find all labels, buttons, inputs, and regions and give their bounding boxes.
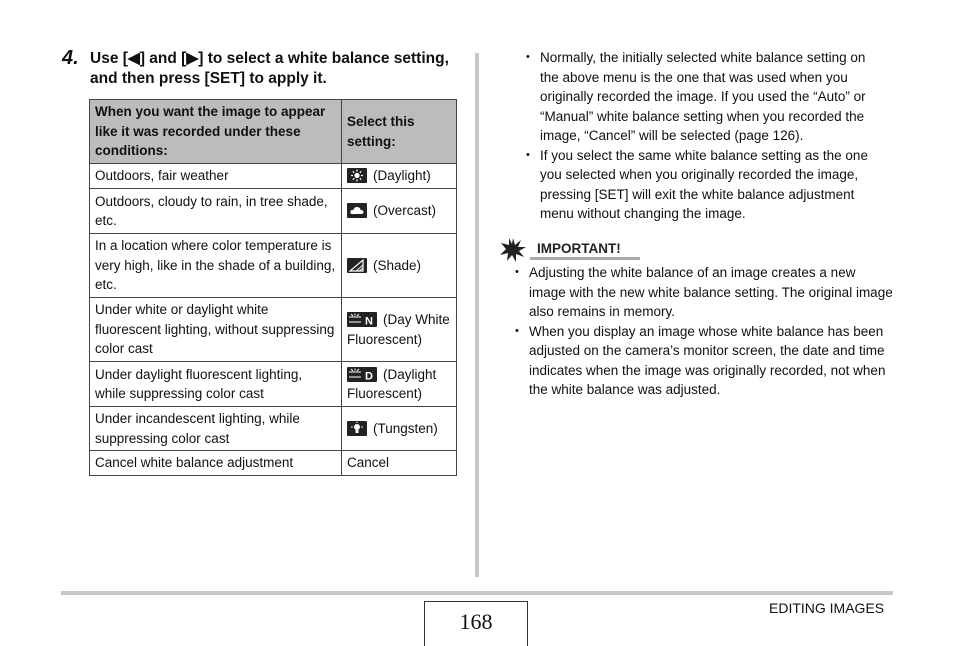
table-row [90,407,457,451]
table-row [90,362,457,407]
condition-cell: Outdoors, fair weather [90,164,342,189]
important-list [513,263,893,400]
header-setting: Select this setting: [342,100,457,164]
daylight-icon [347,168,367,183]
notes-list [524,48,884,224]
header-conditions: When you want the image to appear like it was recorded under these conditions: [90,100,342,164]
list-item: • Normally, the initially selected white balance setting on the above menu is the one that was used when you originally recorded the image. If you used the “Auto” or “Manual” white balance setting when you recorded the image, “Cancel” will be selected (page 126). [524,48,884,146]
setting-cell: Cancel [342,451,457,476]
condition-cell: In a location where color temperature is very high, like in the shade of a building, etc. [90,234,342,298]
condition-cell: Cancel white balance adjustment [90,451,342,476]
table-header-row [90,100,457,164]
table-row [90,189,457,234]
table-row [90,451,457,476]
table-row [90,164,457,189]
step-text: Use [◀] and [▶] to select a white balance setting, and then press [SET] to apply it. [90,50,449,87]
setting-cell [342,362,457,407]
step-number: 4. [62,47,79,69]
setting-cell [342,298,457,362]
daylight-fluorescent-icon [347,367,377,382]
icon-letter: N [365,315,373,327]
list-item: • Adjusting the white balance of an image creates a new image with the new white balance setting. The original image also remains in memory. [513,263,893,322]
column-divider [475,53,479,577]
setting-label: (Day White Fluorescent) [347,312,450,347]
condition-cell: Outdoors, cloudy to rain, in tree shade, etc. [90,189,342,234]
setting-label: (Shade) [373,257,422,273]
table-row [90,234,457,298]
important-underline [530,257,640,260]
setting-label: (Daylight Fluorescent) [347,366,437,401]
setting-label: (Overcast) [373,203,437,219]
table-row [90,298,457,362]
setting-cell [342,407,457,451]
setting-label: (Daylight) [373,168,431,184]
condition-cell: Under incandescent lighting, while suppressing color cast [90,407,342,451]
important-heading [500,238,645,262]
list-item: • When you display an image whose white balance has been adjusted on the camera’s monitor screen, the date and time indicates when the image was originally recorded, not when the white balance was adjusted. [513,322,893,400]
setting-cell [342,234,457,298]
shade-icon [347,258,367,273]
condition-cell: Under daylight fluorescent lighting, while suppressing color cast [90,362,342,407]
page-number: 168 [424,601,528,646]
condition-cell: Under white or daylight white fluorescent lighting, without suppressing color cast [90,298,342,362]
setting-cell [342,189,457,234]
overcast-icon [347,203,367,218]
setting-cell [342,164,457,189]
footer-rule [61,591,893,595]
section-title: EDITING IMAGES [769,600,885,616]
setting-label: (Tungsten) [373,420,438,436]
tungsten-icon [347,421,367,436]
important-label: IMPORTANT! [537,241,621,256]
icon-letter: D [365,370,373,382]
day-white-fluorescent-icon [347,312,377,327]
white-balance-table [89,99,457,476]
list-item: • If you select the same white balance setting as the one you selected when you originally recorded the image, pressing [SET] will exit the white balance adjustment menu without changing the image. [524,146,884,224]
